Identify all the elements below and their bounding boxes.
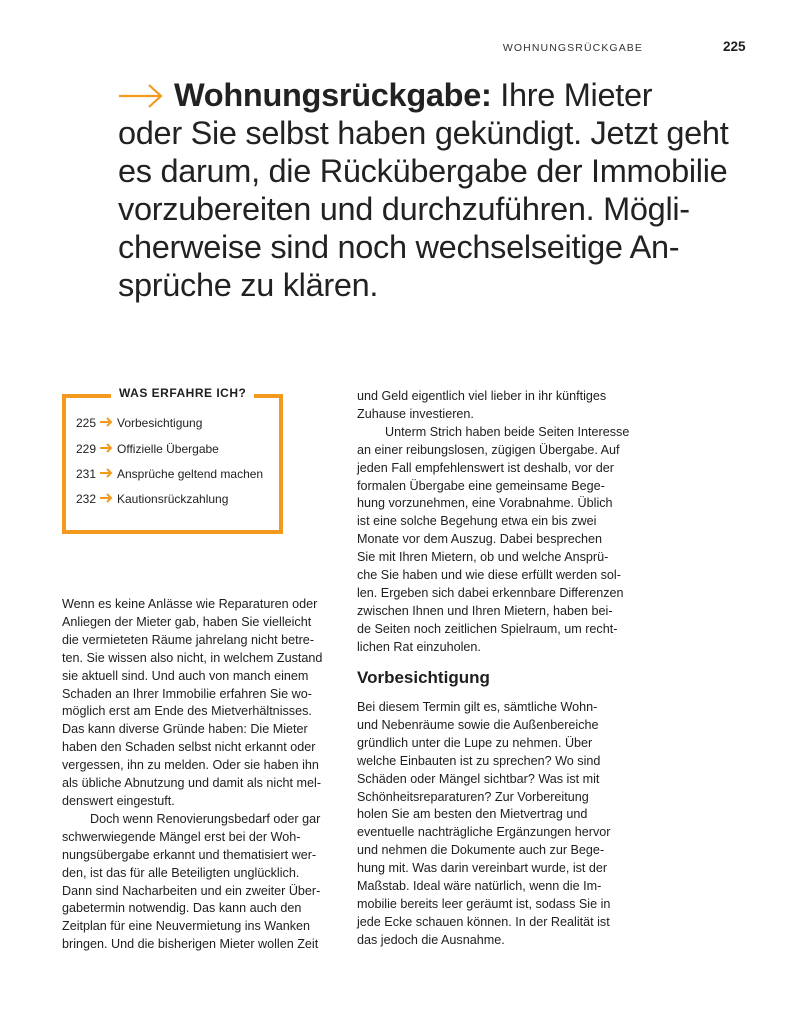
text-line: Maßstab. Ideal wäre natürlich, wenn die Im- (357, 879, 602, 894)
text-line: Dann sind Nacharbeiten und ein zweiter Über- (62, 883, 321, 898)
text-line: formalen Übergabe eine gemeinsame Bege- (357, 478, 605, 493)
toc-label: Kautionsrückzahlung (117, 492, 229, 506)
infobox-frame (62, 394, 283, 534)
text-line: und Nebenräume sowie die Außenbereiche (357, 717, 599, 732)
text-line: Unterm Strich haben beide Seiten Interesse (385, 424, 630, 439)
intro-line: sprüche zu klären. (118, 267, 379, 303)
text-line: gabetermin notwendig. Das kann auch den (62, 901, 302, 916)
text-line: Monate vor dem Auszug. Dabei besprechen (357, 532, 603, 547)
text-line: als übliche Abnutzung und damit als nicht mel- (62, 776, 322, 791)
intro-line (118, 76, 758, 114)
page-number: 225 (723, 39, 746, 54)
text-line: ten. Sie wissen also nicht, in welchem Zustand (62, 650, 323, 665)
text-line: zwischen Ihnen und Ihren Mietern, haben bei- (357, 603, 613, 618)
arrow-right-icon (99, 468, 113, 478)
text-line: und Geld eigentlich viel lieber in ihr künftiges (357, 389, 607, 403)
text-line: de Seiten noch zeitlichen Spielraum, um recht- (357, 621, 618, 636)
text-line: denswert eingestuft. (62, 793, 175, 808)
toc-item[interactable] (76, 442, 219, 456)
arrow-right-icon (118, 83, 164, 109)
text-line: Anliegen der Mieter gab, haben Sie vielleicht (62, 614, 312, 629)
toc-label: Offizielle Übergabe (117, 442, 219, 456)
text-line: bringen. Und die bisherigen Mieter wollen Zeit (62, 937, 319, 952)
text-line: Doch wenn Renovierungsbedarf oder gar (90, 811, 321, 826)
arrow-right-icon (99, 443, 113, 453)
text-line: hung mit. Was darin vereinbart wurde, ist der (357, 861, 608, 876)
toc-page: 229 (76, 442, 97, 456)
arrow-right-icon (99, 493, 113, 503)
body-column-right-top (357, 388, 637, 657)
text-line: eventuelle nachträgliche Ergänzungen hervor (357, 825, 611, 840)
intro-line: oder Sie selbst haben gekündigt. Jetzt geht (118, 115, 729, 151)
text-line: sie aktuell sind. Und auch von manch einem (62, 668, 309, 683)
intro-paragraph (118, 76, 758, 304)
text-line: den, ist das für alle Beteiligten unglücklich. (62, 865, 300, 880)
text-line: welche Einbauten ist zu sprechen? Wo sind (357, 753, 601, 768)
toc-page: 232 (76, 492, 97, 506)
running-head: WOHNUNGSRÜCKGABE (502, 42, 643, 54)
body-column-right-bottom (357, 699, 637, 950)
intro-lead: Wohnungsrückgabe: (174, 77, 492, 113)
intro-line: vorzubereiten und durchzuführen. Mögli- (118, 191, 690, 227)
toc-page: 231 (76, 467, 97, 481)
toc-label: Vorbesichtigung (117, 416, 203, 430)
arrow-right-icon (99, 417, 113, 427)
text-line: Das kann diverse Gründe haben: Die Mieter (62, 722, 308, 737)
section-heading: Vorbesichtigung (357, 668, 490, 687)
text-line: Zuhause investieren. (357, 406, 474, 421)
text-line: nungsübergabe erkannt und thematisiert wer- (62, 847, 317, 862)
text-line: Wenn es keine Anlässe wie Reparaturen oder (62, 597, 318, 611)
text-line: mobilie bereits leer geräumt ist, sodass Sie in (357, 896, 611, 911)
toc-page: 225 (76, 416, 97, 430)
text-line: Schäden oder Mängel sichtbar? Was ist mit (357, 771, 600, 786)
intro-line1-rest: Ihre Mieter (491, 77, 653, 113)
text-line: len. Ergeben sich dabei erkennbare Differenzen (357, 585, 624, 600)
toc-item[interactable] (76, 416, 202, 430)
text-line: Schönheitsreparaturen? Zur Vorbereitung (357, 789, 589, 804)
text-line: Bei diesem Termin gilt es, sämtliche Wohn- (357, 700, 598, 714)
text-line: möglich erst am Ende des Mietverhältnisses. (62, 704, 312, 719)
text-line: haben den Schaden selbst nicht erkannt oder (62, 740, 316, 755)
text-line: jede Ecke schauen können. In der Realität ist (357, 914, 610, 929)
intro-line: es darum, die Rückübergabe der Immobilie (118, 153, 728, 189)
text-line: das jedoch die Ausnahme. (357, 932, 505, 947)
toc-item[interactable] (76, 492, 228, 506)
text-line: schwerwiegende Mängel erst bei der Woh- (62, 829, 301, 844)
text-line: die vermieteten Räume jahrelang nicht betre- (62, 632, 315, 647)
text-line: an einer reibungslosen, zügigen Übergabe. Auf (357, 442, 620, 457)
text-line: und nehmen die Dokumente auch zur Bege- (357, 843, 605, 858)
text-line: hung vorzunehmen, eine Vorabnahme. Üblich (357, 496, 613, 511)
text-line: holen Sie am besten den Mietvertrag und (357, 807, 588, 822)
body-column-left (62, 596, 342, 954)
text-line: Zeitplan für eine Neuvermietung ins Wanken (62, 919, 311, 934)
text-line: gründlich unter die Lupe zu nehmen. Über (357, 735, 593, 750)
text-line: lichen Rat einzuholen. (357, 639, 481, 654)
text-line: che Sie haben und wie diese erfüllt werden sol- (357, 568, 621, 583)
toc-item[interactable] (76, 467, 263, 481)
text-line: Sie mit Ihren Mietern, ob und welche Ansprü- (357, 550, 609, 565)
text-line: Schaden an Ihrer Immobilie erfahren Sie wo- (62, 686, 312, 701)
toc-label: Ansprüche geltend machen (117, 467, 264, 481)
intro-line: cherweise sind noch wechselseitige An- (118, 229, 680, 265)
text-line: jeden Fall empfehlenswert ist deshalb, vor der (357, 460, 614, 475)
text-line: vergessen, ihn zu melden. Oder sie haben ihn (62, 758, 319, 773)
text-line: ist eine solche Begehung etwa ein bis zwei (357, 514, 597, 529)
infobox-title: WAS ERFAHRE ICH? (111, 386, 254, 400)
